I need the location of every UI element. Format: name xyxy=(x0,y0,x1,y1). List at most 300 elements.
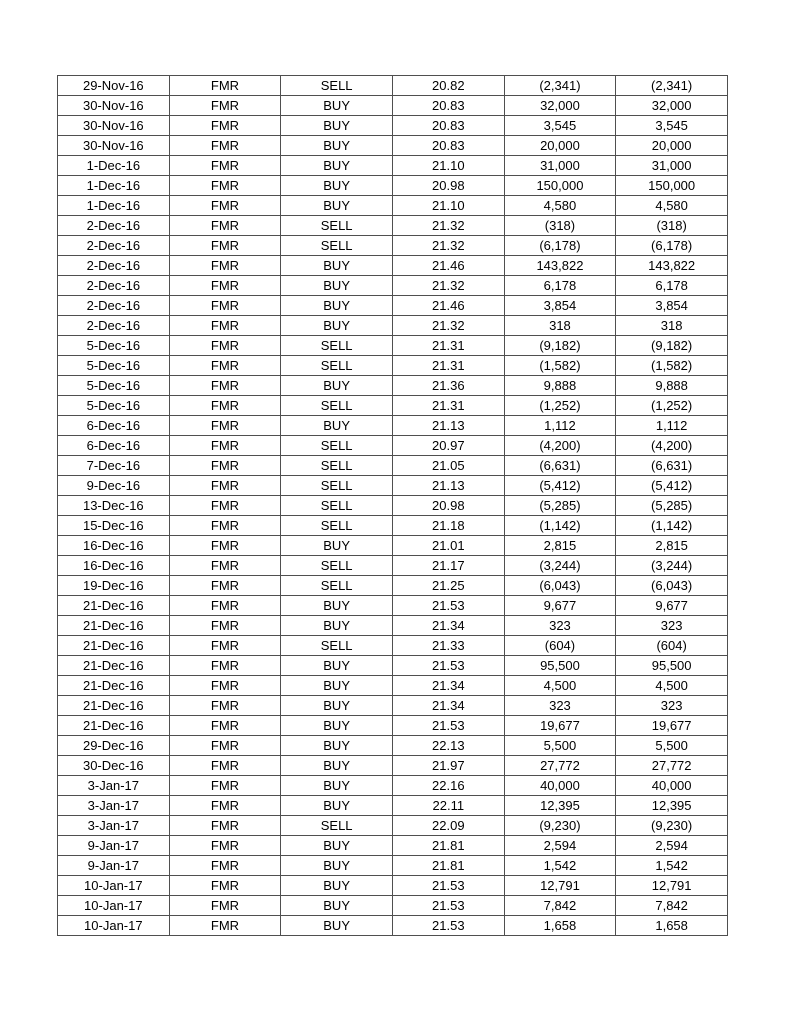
firm-cell: FMR xyxy=(169,456,281,476)
table-row xyxy=(58,856,728,876)
firm-cell: FMR xyxy=(169,676,281,696)
shares-change-cell: 7,842 xyxy=(504,896,616,916)
price-cell: 21.13 xyxy=(392,416,504,436)
side-cell: BUY xyxy=(281,916,393,936)
firm-cell: FMR xyxy=(169,816,281,836)
date-cell: 9-Dec-16 xyxy=(58,476,170,496)
side-cell: SELL xyxy=(281,476,393,496)
side-cell: BUY xyxy=(281,136,393,156)
shares-total-cell: 323 xyxy=(616,616,728,636)
shares-change-cell: 1,112 xyxy=(504,416,616,436)
shares-total-cell: 318 xyxy=(616,316,728,336)
shares-change-cell: 1,658 xyxy=(504,916,616,936)
price-cell: 21.01 xyxy=(392,536,504,556)
price-cell: 21.10 xyxy=(392,196,504,216)
shares-change-cell: 318 xyxy=(504,316,616,336)
shares-total-cell: 4,580 xyxy=(616,196,728,216)
table-row xyxy=(58,96,728,116)
side-cell: BUY xyxy=(281,776,393,796)
firm-cell: FMR xyxy=(169,596,281,616)
price-cell: 21.17 xyxy=(392,556,504,576)
shares-change-cell: 3,854 xyxy=(504,296,616,316)
side-cell: SELL xyxy=(281,456,393,476)
date-cell: 6-Dec-16 xyxy=(58,416,170,436)
firm-cell: FMR xyxy=(169,896,281,916)
table-row xyxy=(58,556,728,576)
firm-cell: FMR xyxy=(169,796,281,816)
table-row xyxy=(58,876,728,896)
side-cell: SELL xyxy=(281,216,393,236)
date-cell: 2-Dec-16 xyxy=(58,296,170,316)
shares-total-cell: 9,677 xyxy=(616,596,728,616)
date-cell: 6-Dec-16 xyxy=(58,436,170,456)
firm-cell: FMR xyxy=(169,636,281,656)
shares-change-cell: (6,043) xyxy=(504,576,616,596)
date-cell: 21-Dec-16 xyxy=(58,596,170,616)
price-cell: 21.32 xyxy=(392,216,504,236)
table-row xyxy=(58,716,728,736)
shares-change-cell: (9,182) xyxy=(504,336,616,356)
firm-cell: FMR xyxy=(169,536,281,556)
side-cell: BUY xyxy=(281,196,393,216)
side-cell: SELL xyxy=(281,76,393,96)
firm-cell: FMR xyxy=(169,236,281,256)
shares-total-cell: (1,252) xyxy=(616,396,728,416)
firm-cell: FMR xyxy=(169,916,281,936)
side-cell: SELL xyxy=(281,496,393,516)
shares-change-cell: 4,580 xyxy=(504,196,616,216)
shares-change-cell: 32,000 xyxy=(504,96,616,116)
date-cell: 21-Dec-16 xyxy=(58,616,170,636)
table-row xyxy=(58,516,728,536)
shares-change-cell: 12,791 xyxy=(504,876,616,896)
date-cell: 21-Dec-16 xyxy=(58,656,170,676)
shares-change-cell: 4,500 xyxy=(504,676,616,696)
table-row xyxy=(58,236,728,256)
price-cell: 20.98 xyxy=(392,496,504,516)
shares-change-cell: (318) xyxy=(504,216,616,236)
firm-cell: FMR xyxy=(169,696,281,716)
shares-total-cell: 20,000 xyxy=(616,136,728,156)
price-cell: 20.97 xyxy=(392,436,504,456)
shares-change-cell: (1,252) xyxy=(504,396,616,416)
firm-cell: FMR xyxy=(169,476,281,496)
firm-cell: FMR xyxy=(169,516,281,536)
firm-cell: FMR xyxy=(169,616,281,636)
price-cell: 21.81 xyxy=(392,856,504,876)
date-cell: 16-Dec-16 xyxy=(58,536,170,556)
price-cell: 21.32 xyxy=(392,236,504,256)
shares-change-cell: 1,542 xyxy=(504,856,616,876)
date-cell: 30-Nov-16 xyxy=(58,116,170,136)
price-cell: 21.32 xyxy=(392,276,504,296)
price-cell: 20.98 xyxy=(392,176,504,196)
firm-cell: FMR xyxy=(169,276,281,296)
firm-cell: FMR xyxy=(169,116,281,136)
date-cell: 2-Dec-16 xyxy=(58,276,170,296)
table-row xyxy=(58,296,728,316)
side-cell: BUY xyxy=(281,856,393,876)
firm-cell: FMR xyxy=(169,216,281,236)
side-cell: BUY xyxy=(281,116,393,136)
table-row xyxy=(58,756,728,776)
firm-cell: FMR xyxy=(169,836,281,856)
shares-total-cell: 5,500 xyxy=(616,736,728,756)
price-cell: 21.81 xyxy=(392,836,504,856)
shares-total-cell: (5,285) xyxy=(616,496,728,516)
shares-change-cell: 9,677 xyxy=(504,596,616,616)
price-cell: 21.34 xyxy=(392,676,504,696)
shares-change-cell: 150,000 xyxy=(504,176,616,196)
table-row xyxy=(58,456,728,476)
firm-cell: FMR xyxy=(169,776,281,796)
price-cell: 21.34 xyxy=(392,616,504,636)
shares-change-cell: 40,000 xyxy=(504,776,616,796)
shares-change-cell: 20,000 xyxy=(504,136,616,156)
date-cell: 29-Nov-16 xyxy=(58,76,170,96)
table-row xyxy=(58,616,728,636)
price-cell: 21.53 xyxy=(392,596,504,616)
side-cell: SELL xyxy=(281,236,393,256)
side-cell: BUY xyxy=(281,276,393,296)
table-row xyxy=(58,916,728,936)
date-cell: 2-Dec-16 xyxy=(58,236,170,256)
side-cell: BUY xyxy=(281,736,393,756)
side-cell: SELL xyxy=(281,396,393,416)
table-row xyxy=(58,176,728,196)
firm-cell: FMR xyxy=(169,156,281,176)
shares-total-cell: 6,178 xyxy=(616,276,728,296)
table-row xyxy=(58,496,728,516)
table-row xyxy=(58,396,728,416)
table-row xyxy=(58,676,728,696)
side-cell: BUY xyxy=(281,176,393,196)
side-cell: BUY xyxy=(281,836,393,856)
table-row xyxy=(58,356,728,376)
firm-cell: FMR xyxy=(169,736,281,756)
shares-change-cell: (2,341) xyxy=(504,76,616,96)
date-cell: 21-Dec-16 xyxy=(58,716,170,736)
side-cell: BUY xyxy=(281,316,393,336)
shares-total-cell: (1,582) xyxy=(616,356,728,376)
shares-change-cell: 9,888 xyxy=(504,376,616,396)
date-cell: 13-Dec-16 xyxy=(58,496,170,516)
date-cell: 21-Dec-16 xyxy=(58,696,170,716)
shares-change-cell: 19,677 xyxy=(504,716,616,736)
shares-total-cell: 40,000 xyxy=(616,776,728,796)
side-cell: BUY xyxy=(281,416,393,436)
shares-change-cell: 31,000 xyxy=(504,156,616,176)
price-cell: 22.13 xyxy=(392,736,504,756)
side-cell: BUY xyxy=(281,616,393,636)
table-row xyxy=(58,736,728,756)
date-cell: 3-Jan-17 xyxy=(58,796,170,816)
firm-cell: FMR xyxy=(169,396,281,416)
firm-cell: FMR xyxy=(169,316,281,336)
side-cell: BUY xyxy=(281,656,393,676)
date-cell: 21-Dec-16 xyxy=(58,636,170,656)
side-cell: BUY xyxy=(281,376,393,396)
date-cell: 5-Dec-16 xyxy=(58,356,170,376)
date-cell: 1-Dec-16 xyxy=(58,156,170,176)
shares-total-cell: 27,772 xyxy=(616,756,728,776)
table-row xyxy=(58,836,728,856)
firm-cell: FMR xyxy=(169,436,281,456)
shares-total-cell: 95,500 xyxy=(616,656,728,676)
side-cell: BUY xyxy=(281,676,393,696)
shares-change-cell: (604) xyxy=(504,636,616,656)
side-cell: SELL xyxy=(281,816,393,836)
side-cell: BUY xyxy=(281,716,393,736)
date-cell: 9-Jan-17 xyxy=(58,836,170,856)
price-cell: 21.53 xyxy=(392,876,504,896)
shares-change-cell: 143,822 xyxy=(504,256,616,276)
date-cell: 10-Jan-17 xyxy=(58,876,170,896)
firm-cell: FMR xyxy=(169,576,281,596)
table-row xyxy=(58,116,728,136)
firm-cell: FMR xyxy=(169,876,281,896)
firm-cell: FMR xyxy=(169,496,281,516)
table-row xyxy=(58,276,728,296)
price-cell: 21.46 xyxy=(392,256,504,276)
table-row xyxy=(58,416,728,436)
trades-table-body xyxy=(58,76,728,936)
trades-table xyxy=(57,75,728,936)
shares-total-cell: 1,658 xyxy=(616,916,728,936)
price-cell: 21.97 xyxy=(392,756,504,776)
date-cell: 30-Nov-16 xyxy=(58,136,170,156)
shares-total-cell: 143,822 xyxy=(616,256,728,276)
shares-change-cell: 95,500 xyxy=(504,656,616,676)
price-cell: 21.05 xyxy=(392,456,504,476)
price-cell: 20.82 xyxy=(392,76,504,96)
table-row xyxy=(58,436,728,456)
shares-change-cell: 3,545 xyxy=(504,116,616,136)
price-cell: 21.53 xyxy=(392,896,504,916)
shares-total-cell: 32,000 xyxy=(616,96,728,116)
shares-total-cell: (6,178) xyxy=(616,236,728,256)
firm-cell: FMR xyxy=(169,76,281,96)
side-cell: BUY xyxy=(281,536,393,556)
price-cell: 21.25 xyxy=(392,576,504,596)
table-row xyxy=(58,636,728,656)
shares-total-cell: (318) xyxy=(616,216,728,236)
date-cell: 10-Jan-17 xyxy=(58,896,170,916)
firm-cell: FMR xyxy=(169,256,281,276)
shares-total-cell: 12,791 xyxy=(616,876,728,896)
shares-change-cell: (1,142) xyxy=(504,516,616,536)
firm-cell: FMR xyxy=(169,556,281,576)
price-cell: 21.53 xyxy=(392,916,504,936)
table-row xyxy=(58,256,728,276)
date-cell: 16-Dec-16 xyxy=(58,556,170,576)
firm-cell: FMR xyxy=(169,756,281,776)
table-row xyxy=(58,156,728,176)
firm-cell: FMR xyxy=(169,296,281,316)
shares-change-cell: (3,244) xyxy=(504,556,616,576)
side-cell: SELL xyxy=(281,436,393,456)
side-cell: BUY xyxy=(281,256,393,276)
date-cell: 2-Dec-16 xyxy=(58,216,170,236)
firm-cell: FMR xyxy=(169,856,281,876)
firm-cell: FMR xyxy=(169,656,281,676)
shares-change-cell: 323 xyxy=(504,616,616,636)
table-row xyxy=(58,816,728,836)
table-row xyxy=(58,776,728,796)
price-cell: 21.31 xyxy=(392,356,504,376)
side-cell: BUY xyxy=(281,296,393,316)
firm-cell: FMR xyxy=(169,416,281,436)
price-cell: 21.32 xyxy=(392,316,504,336)
price-cell: 21.53 xyxy=(392,656,504,676)
price-cell: 21.13 xyxy=(392,476,504,496)
shares-change-cell: (9,230) xyxy=(504,816,616,836)
firm-cell: FMR xyxy=(169,716,281,736)
shares-total-cell: (2,341) xyxy=(616,76,728,96)
side-cell: SELL xyxy=(281,556,393,576)
table-row xyxy=(58,696,728,716)
date-cell: 30-Dec-16 xyxy=(58,756,170,776)
table-row xyxy=(58,336,728,356)
price-cell: 21.46 xyxy=(392,296,504,316)
date-cell: 21-Dec-16 xyxy=(58,676,170,696)
date-cell: 7-Dec-16 xyxy=(58,456,170,476)
shares-total-cell: 3,854 xyxy=(616,296,728,316)
shares-total-cell: 3,545 xyxy=(616,116,728,136)
price-cell: 21.10 xyxy=(392,156,504,176)
shares-total-cell: 12,395 xyxy=(616,796,728,816)
price-cell: 22.16 xyxy=(392,776,504,796)
shares-total-cell: 31,000 xyxy=(616,156,728,176)
table-row xyxy=(58,656,728,676)
table-row xyxy=(58,476,728,496)
side-cell: BUY xyxy=(281,156,393,176)
shares-change-cell: (6,631) xyxy=(504,456,616,476)
side-cell: SELL xyxy=(281,576,393,596)
shares-change-cell: 2,594 xyxy=(504,836,616,856)
shares-change-cell: 12,395 xyxy=(504,796,616,816)
shares-total-cell: (1,142) xyxy=(616,516,728,536)
table-row xyxy=(58,896,728,916)
price-cell: 20.83 xyxy=(392,136,504,156)
shares-change-cell: 5,500 xyxy=(504,736,616,756)
shares-total-cell: 1,542 xyxy=(616,856,728,876)
table-row xyxy=(58,196,728,216)
shares-total-cell: (6,631) xyxy=(616,456,728,476)
firm-cell: FMR xyxy=(169,376,281,396)
firm-cell: FMR xyxy=(169,356,281,376)
firm-cell: FMR xyxy=(169,96,281,116)
price-cell: 21.18 xyxy=(392,516,504,536)
shares-total-cell: (6,043) xyxy=(616,576,728,596)
price-cell: 21.36 xyxy=(392,376,504,396)
side-cell: BUY xyxy=(281,876,393,896)
table-row xyxy=(58,576,728,596)
shares-total-cell: 4,500 xyxy=(616,676,728,696)
price-cell: 22.09 xyxy=(392,816,504,836)
table-row xyxy=(58,536,728,556)
table-row xyxy=(58,76,728,96)
date-cell: 9-Jan-17 xyxy=(58,856,170,876)
shares-change-cell: (5,412) xyxy=(504,476,616,496)
shares-total-cell: 9,888 xyxy=(616,376,728,396)
side-cell: BUY xyxy=(281,596,393,616)
date-cell: 29-Dec-16 xyxy=(58,736,170,756)
side-cell: BUY xyxy=(281,896,393,916)
shares-change-cell: (4,200) xyxy=(504,436,616,456)
price-cell: 21.31 xyxy=(392,336,504,356)
date-cell: 15-Dec-16 xyxy=(58,516,170,536)
shares-total-cell: (9,230) xyxy=(616,816,728,836)
shares-change-cell: 2,815 xyxy=(504,536,616,556)
date-cell: 5-Dec-16 xyxy=(58,336,170,356)
date-cell: 30-Nov-16 xyxy=(58,96,170,116)
price-cell: 20.83 xyxy=(392,96,504,116)
shares-total-cell: 2,815 xyxy=(616,536,728,556)
table-row xyxy=(58,136,728,156)
price-cell: 21.34 xyxy=(392,696,504,716)
side-cell: SELL xyxy=(281,636,393,656)
price-cell: 21.33 xyxy=(392,636,504,656)
table-row xyxy=(58,796,728,816)
price-cell: 21.31 xyxy=(392,396,504,416)
firm-cell: FMR xyxy=(169,176,281,196)
price-cell: 21.53 xyxy=(392,716,504,736)
shares-total-cell: (4,200) xyxy=(616,436,728,456)
side-cell: BUY xyxy=(281,756,393,776)
shares-total-cell: (9,182) xyxy=(616,336,728,356)
shares-total-cell: (3,244) xyxy=(616,556,728,576)
shares-change-cell: 323 xyxy=(504,696,616,716)
date-cell: 3-Jan-17 xyxy=(58,776,170,796)
shares-change-cell: (5,285) xyxy=(504,496,616,516)
table-row xyxy=(58,216,728,236)
date-cell: 3-Jan-17 xyxy=(58,816,170,836)
shares-total-cell: 323 xyxy=(616,696,728,716)
shares-total-cell: 1,112 xyxy=(616,416,728,436)
firm-cell: FMR xyxy=(169,136,281,156)
date-cell: 5-Dec-16 xyxy=(58,376,170,396)
side-cell: BUY xyxy=(281,696,393,716)
table-row xyxy=(58,376,728,396)
price-cell: 20.83 xyxy=(392,116,504,136)
table-row xyxy=(58,316,728,336)
shares-change-cell: (6,178) xyxy=(504,236,616,256)
shares-total-cell: (5,412) xyxy=(616,476,728,496)
shares-change-cell: (1,582) xyxy=(504,356,616,376)
date-cell: 5-Dec-16 xyxy=(58,396,170,416)
side-cell: SELL xyxy=(281,336,393,356)
table-row xyxy=(58,596,728,616)
shares-total-cell: 7,842 xyxy=(616,896,728,916)
side-cell: BUY xyxy=(281,796,393,816)
shares-total-cell: (604) xyxy=(616,636,728,656)
side-cell: SELL xyxy=(281,516,393,536)
date-cell: 10-Jan-17 xyxy=(58,916,170,936)
firm-cell: FMR xyxy=(169,336,281,356)
shares-change-cell: 6,178 xyxy=(504,276,616,296)
shares-total-cell: 150,000 xyxy=(616,176,728,196)
side-cell: BUY xyxy=(281,96,393,116)
side-cell: SELL xyxy=(281,356,393,376)
shares-change-cell: 27,772 xyxy=(504,756,616,776)
price-cell: 22.11 xyxy=(392,796,504,816)
shares-total-cell: 19,677 xyxy=(616,716,728,736)
shares-total-cell: 2,594 xyxy=(616,836,728,856)
date-cell: 2-Dec-16 xyxy=(58,256,170,276)
date-cell: 2-Dec-16 xyxy=(58,316,170,336)
firm-cell: FMR xyxy=(169,196,281,216)
